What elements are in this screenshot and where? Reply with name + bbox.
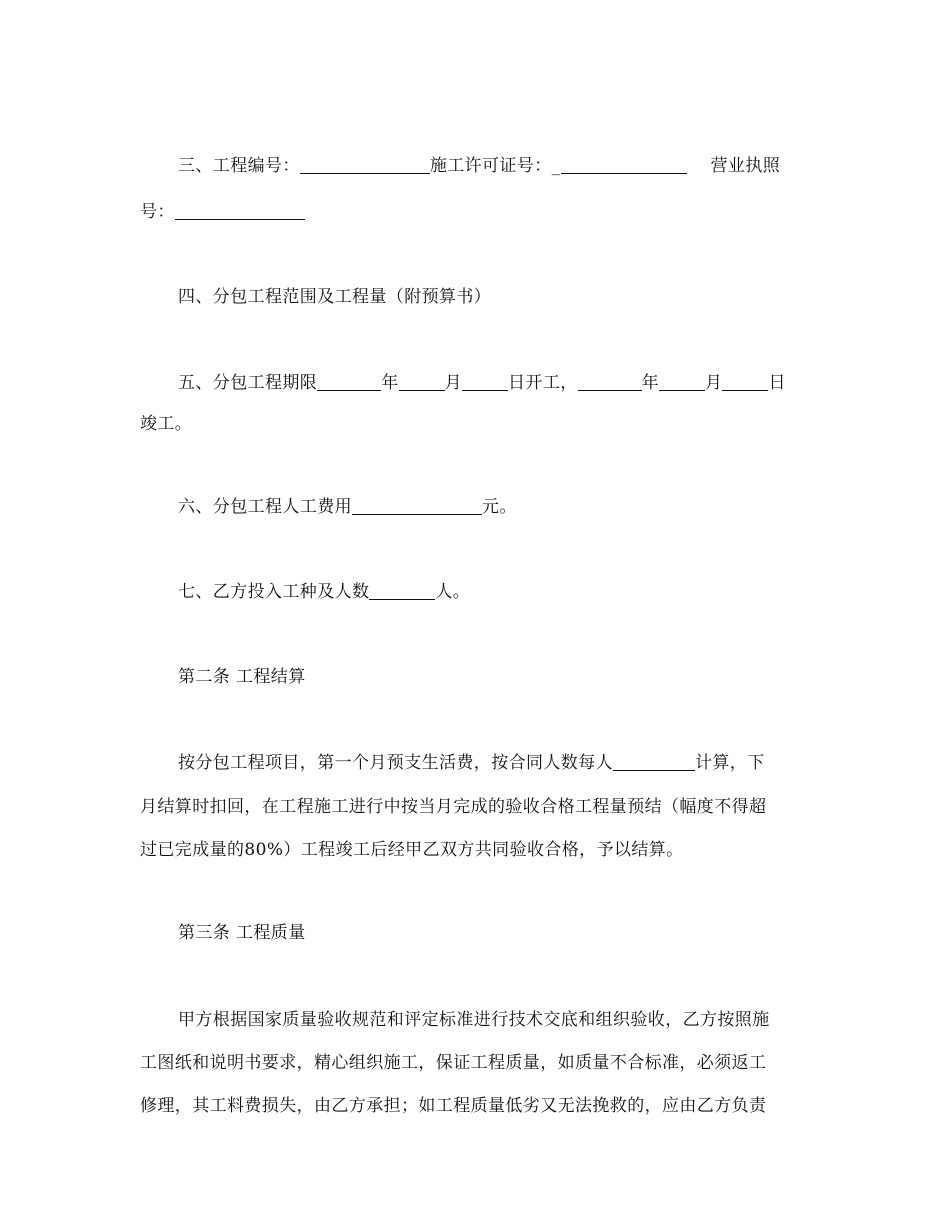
blank-start-day[interactable] [462,372,508,391]
article3-heading: 第三条 工程质量 [178,923,306,943]
article2-paragraph-line1 [178,751,812,775]
section3-label-project-number: 三、工程编号： [178,156,300,176]
section5-line2: 竣工。 [140,414,193,434]
blank-project-number[interactable] [300,155,430,174]
blank-start-month[interactable] [399,372,445,391]
section3-label-number: 号： [140,202,175,222]
section5-line1 [178,371,812,395]
section7-label-workers: 七、乙方投入工种及人数 [178,582,370,602]
article2-paragraph-line2: 月结算时扣回，在工程施工进行中按当月完成的验收合格工程量预结（幅度不得超 [140,797,767,817]
label-month: 月 [444,373,463,393]
section5-label-period: 五、分包工程期限 [178,373,318,393]
section3-label-permit-number: 施工许可证号：_ [429,156,561,176]
article2-text-b: 计算，下 [695,753,765,773]
blank-end-year[interactable] [578,372,642,391]
section6-label-labor-cost: 六、分包工程人工费用 [178,497,352,517]
blank-license-number[interactable] [175,201,305,220]
section6-label-yuan: 元。 [482,497,517,517]
blank-start-year[interactable] [317,372,381,391]
blank-permit-number[interactable] [561,155,687,174]
blank-end-month[interactable] [659,372,705,391]
section4-line: 四、分包工程范围及工程量（附预算书） [178,287,492,307]
article2-heading: 第二条 工程结算 [178,667,306,687]
section3-line1 [178,154,812,178]
label-month-2: 月 [705,373,723,393]
article3-paragraph-line2: 工图纸和说明书要求，精心组织施工，保证工程质量，如质量不合标准，必须返工 [140,1053,767,1073]
section7-line [178,580,812,604]
blank-end-day[interactable] [722,372,768,391]
section7-label-people: 人。 [435,582,471,602]
blank-worker-count[interactable] [369,581,435,600]
label-day: 日 [768,373,786,393]
label-start-work: 日开工， [508,373,578,393]
article3-paragraph-line1: 甲方根据国家质量验收规范和评定标准进行技术交底和组织验收，乙方按照施 [178,1010,770,1030]
article2-text-a: 按分包工程项目，第一个月预支生活费，按合同人数每人 [178,753,613,773]
label-year: 年 [381,373,399,393]
section3-line2 [140,200,812,224]
article2-paragraph-line3: 过已完成量的80%）工程竣工后经甲乙双方共同验收合格，予以结算。 [140,840,684,860]
label-year-2: 年 [641,373,660,393]
blank-labor-cost[interactable] [352,496,482,515]
section6-line [178,495,812,519]
blank-living-allowance[interactable] [613,752,695,771]
section3-label-business-license: 营业执照 [710,156,781,176]
article3-paragraph-line3: 修理，其工料费损失，由乙方承担；如工程质量低劣又无法挽救的，应由乙方负责 [140,1096,767,1116]
